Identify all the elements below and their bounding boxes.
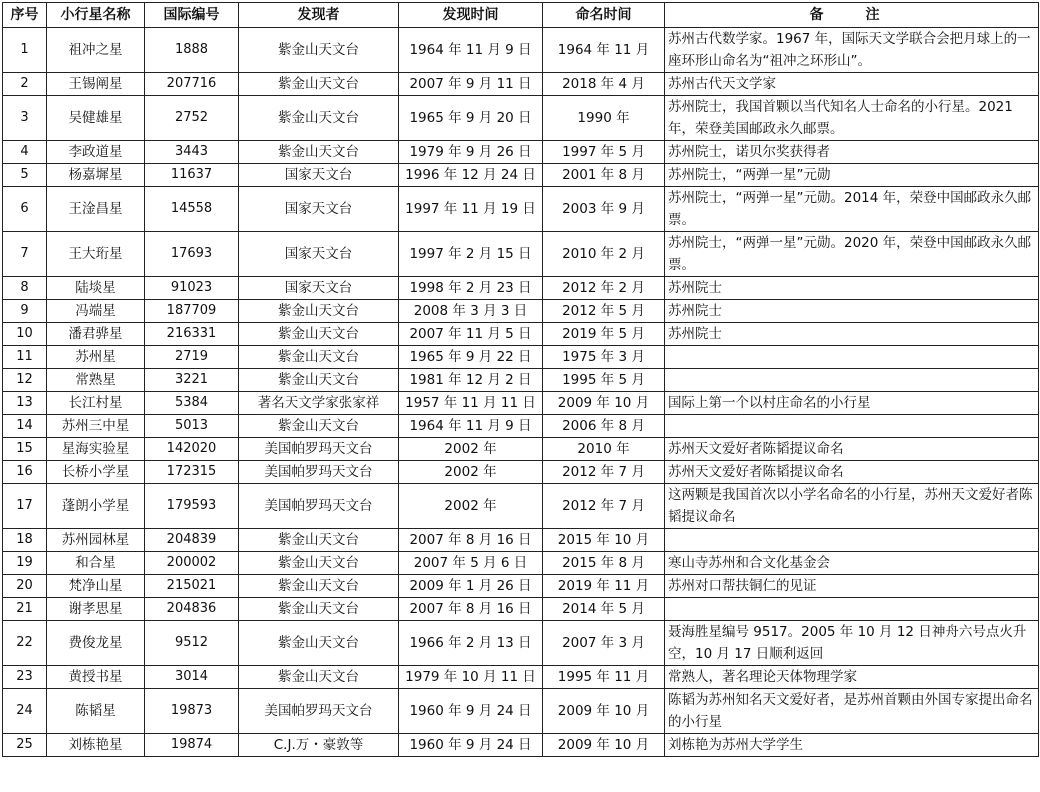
- header-discoverer: 发现者: [239, 3, 399, 28]
- cell-name: 陈韬星: [47, 689, 145, 734]
- cell-discoverer: 紫金山天文台: [239, 415, 399, 438]
- cell-named: 1975 年 3 月: [543, 346, 665, 369]
- cell-discovered: 2008 年 3 月 3 日: [399, 300, 543, 323]
- cell-named: 2009 年 10 月: [543, 689, 665, 734]
- cell-discoverer: 紫金山天文台: [239, 598, 399, 621]
- cell-discovered: 1997 年 11 月 19 日: [399, 187, 543, 232]
- cell-seq: 2: [3, 73, 47, 96]
- cell-name: 费俊龙星: [47, 621, 145, 666]
- header-number: 国际编号: [145, 3, 239, 28]
- cell-seq: 18: [3, 529, 47, 552]
- cell-name: 王锡阐星: [47, 73, 145, 96]
- cell-discovered: 2002 年: [399, 484, 543, 529]
- cell-name: 王淦昌星: [47, 187, 145, 232]
- cell-name: 苏州三中星: [47, 415, 145, 438]
- cell-discoverer: 紫金山天文台: [239, 323, 399, 346]
- cell-discoverer: 国家天文台: [239, 187, 399, 232]
- table-row: [3, 232, 1039, 277]
- cell-number: 5384: [145, 392, 239, 415]
- cell-discovered: 1964 年 11 月 9 日: [399, 28, 543, 73]
- cell-discovered: 2002 年: [399, 461, 543, 484]
- header-name: 小行星名称: [47, 3, 145, 28]
- cell-seq: 10: [3, 323, 47, 346]
- cell-discoverer: 紫金山天文台: [239, 73, 399, 96]
- cell-discoverer: 紫金山天文台: [239, 575, 399, 598]
- cell-note: 寒山寺苏州和合文化基金会: [665, 552, 1039, 575]
- cell-seq: 17: [3, 484, 47, 529]
- cell-named: 2001 年 8 月: [543, 164, 665, 187]
- cell-number: 9512: [145, 621, 239, 666]
- header-named: 命名时间: [543, 3, 665, 28]
- cell-number: 216331: [145, 323, 239, 346]
- cell-number: 204839: [145, 529, 239, 552]
- cell-seq: 6: [3, 187, 47, 232]
- cell-seq: 7: [3, 232, 47, 277]
- cell-discoverer: 紫金山天文台: [239, 141, 399, 164]
- cell-note: 苏州院士，诺贝尔奖获得者: [665, 141, 1039, 164]
- cell-seq: 19: [3, 552, 47, 575]
- cell-named: 1995 年 11 月: [543, 666, 665, 689]
- cell-discoverer: 美国帕罗玛天文台: [239, 461, 399, 484]
- cell-named: 1997 年 5 月: [543, 141, 665, 164]
- cell-name: 和合星: [47, 552, 145, 575]
- cell-seq: 9: [3, 300, 47, 323]
- cell-name: 黄授书星: [47, 666, 145, 689]
- cell-seq: 1: [3, 28, 47, 73]
- table-row: [3, 689, 1039, 734]
- cell-named: 2018 年 4 月: [543, 73, 665, 96]
- cell-discoverer: 紫金山天文台: [239, 529, 399, 552]
- table-row: [3, 666, 1039, 689]
- cell-number: 17693: [145, 232, 239, 277]
- cell-named: 2014 年 5 月: [543, 598, 665, 621]
- cell-seq: 4: [3, 141, 47, 164]
- cell-note: 苏州古代数学家。1967 年，国际天文学联合会把月球上的一座环形山命名为“祖冲之环形山”。: [665, 28, 1039, 73]
- cell-note: [665, 369, 1039, 392]
- cell-discovered: 1998 年 2 月 23 日: [399, 277, 543, 300]
- table-row: [3, 164, 1039, 187]
- cell-note: 苏州院士: [665, 277, 1039, 300]
- cell-named: 2012 年 7 月: [543, 461, 665, 484]
- table-row: [3, 96, 1039, 141]
- cell-number: 2752: [145, 96, 239, 141]
- cell-name: 长江村星: [47, 392, 145, 415]
- cell-number: 207716: [145, 73, 239, 96]
- cell-note: 苏州院士: [665, 323, 1039, 346]
- cell-discoverer: 国家天文台: [239, 277, 399, 300]
- cell-seq: 20: [3, 575, 47, 598]
- cell-discoverer: 紫金山天文台: [239, 552, 399, 575]
- cell-note: 常熟人，著名理论天体物理学家: [665, 666, 1039, 689]
- cell-number: 200002: [145, 552, 239, 575]
- table-row: [3, 392, 1039, 415]
- cell-named: 1995 年 5 月: [543, 369, 665, 392]
- table-row: [3, 484, 1039, 529]
- cell-number: 187709: [145, 300, 239, 323]
- header-discovered: 发现时间: [399, 3, 543, 28]
- cell-name: 冯端星: [47, 300, 145, 323]
- cell-discovered: 1960 年 9 月 24 日: [399, 734, 543, 757]
- cell-discovered: 1965 年 9 月 22 日: [399, 346, 543, 369]
- cell-seq: 13: [3, 392, 47, 415]
- cell-discoverer: 美国帕罗玛天文台: [239, 689, 399, 734]
- table-row: [3, 323, 1039, 346]
- cell-seq: 5: [3, 164, 47, 187]
- cell-named: 2015 年 10 月: [543, 529, 665, 552]
- cell-number: 19873: [145, 689, 239, 734]
- cell-name: 蓬朗小学星: [47, 484, 145, 529]
- cell-named: 2009 年 10 月: [543, 734, 665, 757]
- cell-discoverer: C.J.万・豪敦等: [239, 734, 399, 757]
- table-row: [3, 734, 1039, 757]
- table-row: [3, 187, 1039, 232]
- cell-seq: 8: [3, 277, 47, 300]
- cell-note: 苏州院士，我国首颗以当代知名人士命名的小行星。2021 年，荣登美国邮政永久邮票。: [665, 96, 1039, 141]
- cell-seq: 22: [3, 621, 47, 666]
- header-note: 备 注: [665, 3, 1039, 28]
- cell-named: 2007 年 3 月: [543, 621, 665, 666]
- cell-name: 吴健雄星: [47, 96, 145, 141]
- cell-seq: 23: [3, 666, 47, 689]
- cell-discovered: 1965 年 9 月 20 日: [399, 96, 543, 141]
- cell-named: 2019 年 11 月: [543, 575, 665, 598]
- cell-number: 11637: [145, 164, 239, 187]
- cell-named: 2012 年 7 月: [543, 484, 665, 529]
- cell-number: 172315: [145, 461, 239, 484]
- cell-named: 1964 年 11 月: [543, 28, 665, 73]
- cell-note: 苏州院士，“两弹一星”元勋。2014 年，荣登中国邮政永久邮票。: [665, 187, 1039, 232]
- cell-named: 2003 年 9 月: [543, 187, 665, 232]
- cell-name: 星海实验星: [47, 438, 145, 461]
- header-row: [3, 3, 1039, 28]
- table-row: [3, 575, 1039, 598]
- cell-discoverer: 紫金山天文台: [239, 666, 399, 689]
- table-row: [3, 621, 1039, 666]
- cell-discoverer: 紫金山天文台: [239, 369, 399, 392]
- cell-discoverer: 著名天文学家张家祥: [239, 392, 399, 415]
- cell-name: 王大珩星: [47, 232, 145, 277]
- cell-discoverer: 紫金山天文台: [239, 621, 399, 666]
- cell-discovered: 2007 年 5 月 6 日: [399, 552, 543, 575]
- cell-number: 142020: [145, 438, 239, 461]
- cell-note: [665, 598, 1039, 621]
- table-row: [3, 598, 1039, 621]
- table-row: [3, 346, 1039, 369]
- table-body: [3, 28, 1039, 757]
- cell-named: 2006 年 8 月: [543, 415, 665, 438]
- cell-note: 苏州古代天文学家: [665, 73, 1039, 96]
- cell-name: 陆埮星: [47, 277, 145, 300]
- table-row: [3, 277, 1039, 300]
- cell-named: 2015 年 8 月: [543, 552, 665, 575]
- cell-discovered: 1979 年 9 月 26 日: [399, 141, 543, 164]
- table-row: [3, 300, 1039, 323]
- cell-name: 潘君骅星: [47, 323, 145, 346]
- cell-discovered: 1996 年 12 月 24 日: [399, 164, 543, 187]
- header-seq: 序号: [3, 3, 47, 28]
- cell-discoverer: 美国帕罗玛天文台: [239, 438, 399, 461]
- asteroid-table: [2, 2, 1039, 757]
- cell-name: 李政道星: [47, 141, 145, 164]
- cell-number: 3221: [145, 369, 239, 392]
- cell-note: 苏州天文爱好者陈韬提议命名: [665, 461, 1039, 484]
- cell-number: 204836: [145, 598, 239, 621]
- cell-discovered: 1997 年 2 月 15 日: [399, 232, 543, 277]
- cell-note: 刘栋艳为苏州大学学生: [665, 734, 1039, 757]
- cell-discovered: 2007 年 9 月 11 日: [399, 73, 543, 96]
- cell-discoverer: 美国帕罗玛天文台: [239, 484, 399, 529]
- table-row: [3, 552, 1039, 575]
- table-row: [3, 438, 1039, 461]
- cell-number: 179593: [145, 484, 239, 529]
- cell-seq: 14: [3, 415, 47, 438]
- table-row: [3, 529, 1039, 552]
- cell-named: 2019 年 5 月: [543, 323, 665, 346]
- cell-seq: 12: [3, 369, 47, 392]
- cell-name: 刘栋艳星: [47, 734, 145, 757]
- cell-discovered: 2002 年: [399, 438, 543, 461]
- cell-discoverer: 紫金山天文台: [239, 300, 399, 323]
- cell-number: 19874: [145, 734, 239, 757]
- cell-discovered: 2007 年 8 月 16 日: [399, 529, 543, 552]
- cell-discoverer: 紫金山天文台: [239, 96, 399, 141]
- cell-discovered: 1981 年 12 月 2 日: [399, 369, 543, 392]
- cell-note: 苏州院士，“两弹一星”元勋。2020 年，荣登中国邮政永久邮票。: [665, 232, 1039, 277]
- cell-seq: 16: [3, 461, 47, 484]
- cell-discovered: 1957 年 11 月 11 日: [399, 392, 543, 415]
- cell-named: 2012 年 5 月: [543, 300, 665, 323]
- cell-discovered: 2007 年 8 月 16 日: [399, 598, 543, 621]
- cell-name: 苏州星: [47, 346, 145, 369]
- cell-seq: 15: [3, 438, 47, 461]
- cell-name: 祖冲之星: [47, 28, 145, 73]
- cell-note: 这两颗是我国首次以小学名命名的小行星，苏州天文爱好者陈韬提议命名: [665, 484, 1039, 529]
- cell-discoverer: 紫金山天文台: [239, 346, 399, 369]
- cell-number: 3014: [145, 666, 239, 689]
- cell-discoverer: 国家天文台: [239, 232, 399, 277]
- cell-note: [665, 346, 1039, 369]
- cell-name: 谢孝思星: [47, 598, 145, 621]
- cell-note: 国际上第一个以村庄命名的小行星: [665, 392, 1039, 415]
- cell-name: 梵净山星: [47, 575, 145, 598]
- cell-note: [665, 529, 1039, 552]
- cell-named: 2009 年 10 月: [543, 392, 665, 415]
- cell-name: 长桥小学星: [47, 461, 145, 484]
- cell-note: 苏州院士: [665, 300, 1039, 323]
- cell-named: 1990 年: [543, 96, 665, 141]
- cell-number: 2719: [145, 346, 239, 369]
- cell-discoverer: 国家天文台: [239, 164, 399, 187]
- cell-seq: 21: [3, 598, 47, 621]
- cell-discovered: 1966 年 2 月 13 日: [399, 621, 543, 666]
- cell-number: 14558: [145, 187, 239, 232]
- cell-named: 2010 年 2 月: [543, 232, 665, 277]
- cell-discoverer: 紫金山天文台: [239, 28, 399, 73]
- cell-number: 1888: [145, 28, 239, 73]
- cell-discovered: 2007 年 11 月 5 日: [399, 323, 543, 346]
- cell-seq: 3: [3, 96, 47, 141]
- cell-note: 苏州院士，“两弹一星”元勋: [665, 164, 1039, 187]
- cell-note: 聂海胜星编号 9517。2005 年 10 月 12 日神舟六号点火升空，10 月 17 日顺利返回: [665, 621, 1039, 666]
- table-row: [3, 73, 1039, 96]
- cell-seq: 11: [3, 346, 47, 369]
- table-row: [3, 461, 1039, 484]
- cell-name: 苏州园林星: [47, 529, 145, 552]
- cell-note: [665, 415, 1039, 438]
- cell-discovered: 1979 年 10 月 11 日: [399, 666, 543, 689]
- cell-discovered: 1960 年 9 月 24 日: [399, 689, 543, 734]
- table-row: [3, 415, 1039, 438]
- cell-discovered: 2009 年 1 月 26 日: [399, 575, 543, 598]
- table-row: [3, 369, 1039, 392]
- cell-seq: 25: [3, 734, 47, 757]
- cell-named: 2010 年: [543, 438, 665, 461]
- cell-number: 215021: [145, 575, 239, 598]
- cell-seq: 24: [3, 689, 47, 734]
- table-row: [3, 141, 1039, 164]
- table-row: [3, 28, 1039, 73]
- cell-discovered: 1964 年 11 月 9 日: [399, 415, 543, 438]
- cell-name: 常熟星: [47, 369, 145, 392]
- cell-number: 3443: [145, 141, 239, 164]
- cell-note: 苏州天文爱好者陈韬提议命名: [665, 438, 1039, 461]
- cell-named: 2012 年 2 月: [543, 277, 665, 300]
- cell-name: 杨嘉墀星: [47, 164, 145, 187]
- cell-number: 91023: [145, 277, 239, 300]
- cell-note: 陈韬为苏州知名天文爱好者，是苏州首颗由外国专家提出命名的小行星: [665, 689, 1039, 734]
- cell-note: 苏州对口帮扶铜仁的见证: [665, 575, 1039, 598]
- cell-number: 5013: [145, 415, 239, 438]
